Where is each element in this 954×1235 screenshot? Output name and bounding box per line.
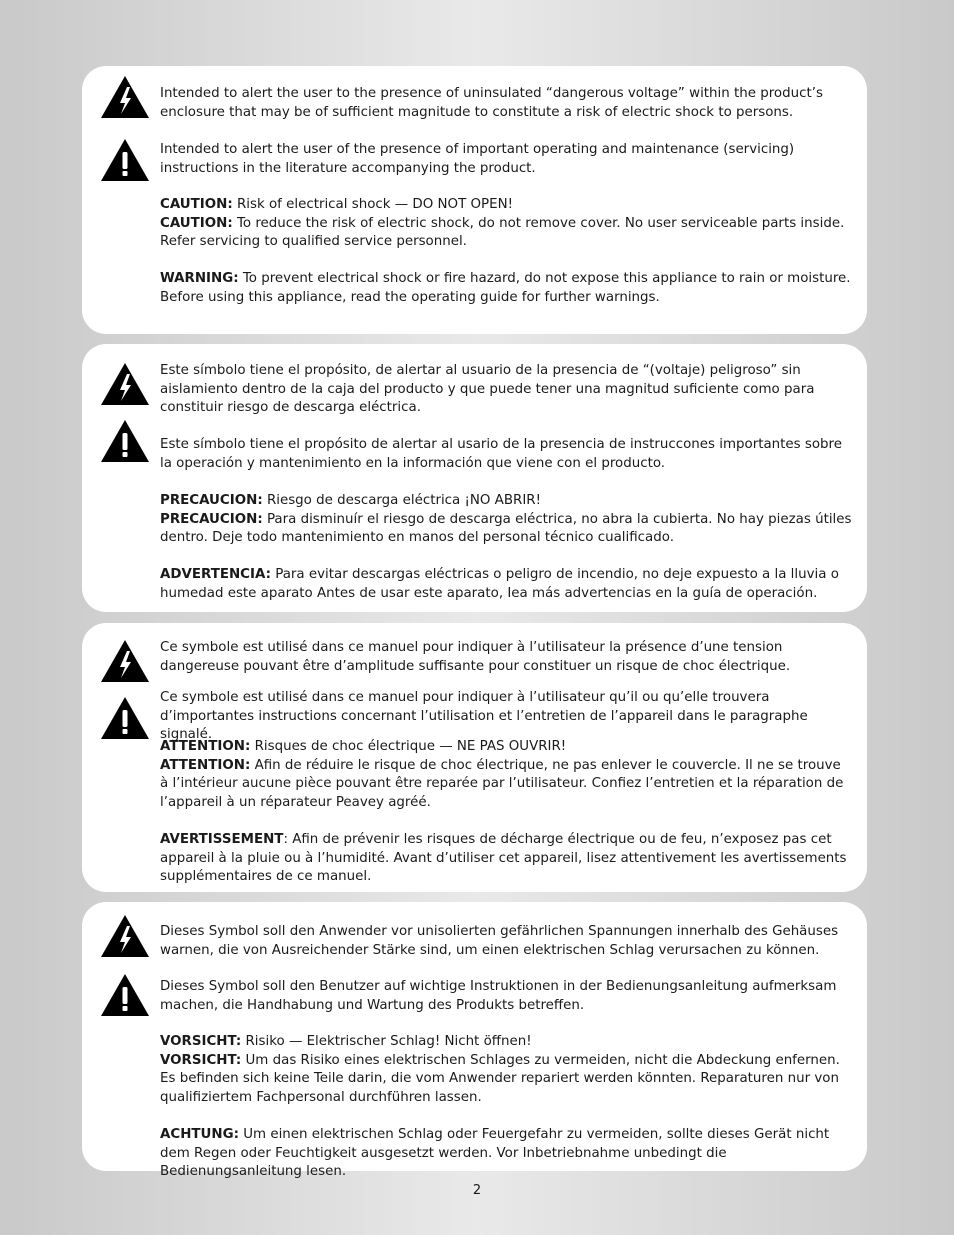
important-symbol-text: Dieses Symbol soll den Benutzer auf wichtige Instruktionen in der Bedienungsanleitung aufmerksam machen, die Handhabung und Wartung des Produkts betreffen.	[160, 979, 837, 1013]
caution-text: Risques de choc électrique — NE PAS OUVRIR!	[250, 739, 567, 754]
important-symbol-text: Este símbolo tiene el propósito de alertar al usario de la presencia de instruccones importantes sobre la operación y mantenimiento en la información que viene con el producto.	[160, 437, 843, 471]
caution-paragraph	[160, 1033, 852, 1107]
exclamation-warning-icon	[100, 696, 150, 740]
important-symbol-text: Intended to alert the user of the presence of important operating and maintenance (servicing) instructions in the literature accompanying the product.	[160, 142, 795, 176]
exclamation-warning-icon	[100, 138, 150, 182]
caution-label: VORSICHT:	[160, 1034, 242, 1049]
caution-label: CAUTION:	[160, 197, 233, 212]
german-safety-panel	[82, 902, 867, 1179]
caution-label-2: CAUTION:	[160, 215, 233, 231]
lightning-warning-icon	[100, 914, 150, 958]
voltage-symbol-text: Ce symbole est utilisé dans ce manuel pour indiquer à l’utilisateur la présence d’une tension dangereuse pouvant être d’amplitude suffisante pour constituer un risque de choc électrique.	[160, 640, 791, 674]
lightning-warning-icon	[100, 639, 150, 683]
caution-text: Risk of electrical shock — DO NOT OPEN!	[232, 197, 513, 212]
warning-label: WARNING:	[160, 271, 239, 286]
voltage-symbol-text: Este símbolo tiene el propósito, de alertar al usuario de la presencia de “(voltaje) peligroso” sin aislamiento dentro de la caja del producto y que puede tener una magnitud suficiente como para constituir riesgo de descarga eléctrica.	[160, 363, 815, 415]
caution-label: PRECAUCION:	[160, 493, 263, 508]
caution-text-2: Um das Risiko eines elektrischen Schlages zu vermeiden, nicht die Abdeckung enfernen. Es befinden sich keine Teile darin, die vom Anwender repariert werden könnten. Reparaturen nur von qualifiziertem Fachpersonal durchführen lassen.	[160, 1052, 840, 1105]
english-safety-panel	[82, 66, 867, 334]
voltage-symbol-text: Dieses Symbol soll den Anwender vor unisolierten gefährlichen Spannungen innerhalb des Gehäuses warnen, die von Ausreichender Stärke sind, um einen elektrischen Schlag verursachen zu können.	[160, 924, 839, 958]
warning-label: AVERTISSEMENT	[160, 832, 284, 847]
caution-label-2: PRECAUCION:	[160, 511, 263, 527]
exclamation-warning-icon	[100, 973, 150, 1017]
caution-paragraph	[160, 738, 852, 812]
warning-paragraph	[160, 831, 852, 887]
french-safety-panel	[82, 623, 867, 892]
warning-text: Para evitar descargas eléctricas o peligro de incendio, no deje expuesto a la lluvia o humedad este aparato Antes de usar este aparato, Iea más advertencias en la guía de operación.	[160, 567, 839, 601]
caution-label-2: ATTENTION:	[160, 757, 251, 773]
lightning-warning-icon	[100, 75, 150, 119]
lightning-warning-icon	[100, 362, 150, 406]
warning-text: : Afin de prévenir les risques de décharge électrique ou de feu, n’exposez pas cet appareil à la pluie ou à l’humidité. Avant d’utiliser cet appareil, lisez attentivement les avertissements supplémentaires de ce manuel.	[160, 832, 847, 884]
exclamation-warning-icon	[100, 419, 150, 463]
caution-text-2: To reduce the risk of electric shock, do not remove cover. No user serviceable parts inside. Refer servicing to qualified service personnel.	[160, 215, 845, 249]
caution-text-2: Afin de réduire le risque de choc électrique, ne pas enlever le couvercle. Il ne se trouve à l’intérieur aucune pièce pouvant être reparée par l’utilisateur. Confiez l’entretien et la réparation de l’appareil à un réparateur Peavey agréé.	[160, 757, 844, 810]
caution-paragraph	[160, 196, 852, 252]
important-symbol-text: Ce symbole est utilisé dans ce manuel pour indiquer à l’utilisateur qu’il ou qu’elle trouvera d’importantes instructions concernant l’utilisation et l’entretien de l’appareil dans le paragraphe signalé.	[160, 690, 808, 742]
warning-label: ADVERTENCIA:	[160, 567, 271, 582]
warning-text: To prevent electrical shock or fire hazard, do not expose this appliance to rain or moisture. Before using this appliance, read the operating guide for further warnings.	[160, 271, 851, 305]
caution-text: Risiko — Elektrischer Schlag! Nicht öffnen!	[241, 1034, 532, 1049]
caution-paragraph	[160, 492, 852, 548]
caution-text-2: Para disminuír el riesgo de descarga eléctrica, no abra la cubierta. No hay piezas útiles dentro. Deje todo mantenimiento en manos del personal técnico cualificado.	[160, 511, 852, 545]
warning-text: Um einen elektrischen Schlag oder Feuergefahr zu vermeiden, sollte dieses Gerät nicht dem Regen oder Feuchtigkeit ausgesetzt werden. Vor Inbetriebnahme unbedingt die Bedienungsanleitung lesen.	[160, 1127, 830, 1179]
voltage-symbol-text: Intended to alert the user to the presence of uninsulated “dangerous voltage” within the product’s enclosure that may be of sufficient magnitude to constitute a risk of electric shock to persons.	[160, 86, 823, 120]
caution-label-2: VORSICHT:	[160, 1052, 242, 1068]
warning-paragraph	[160, 270, 852, 307]
warning-label: ACHTUNG:	[160, 1127, 239, 1142]
page-number: 2	[472, 1183, 482, 1198]
caution-text: Riesgo de descarga eléctrica ¡NO ABRIR!	[262, 493, 541, 508]
spanish-safety-panel	[82, 344, 867, 612]
warning-paragraph	[160, 566, 852, 603]
caution-label: ATTENTION:	[160, 739, 251, 754]
warning-paragraph	[160, 1126, 852, 1182]
